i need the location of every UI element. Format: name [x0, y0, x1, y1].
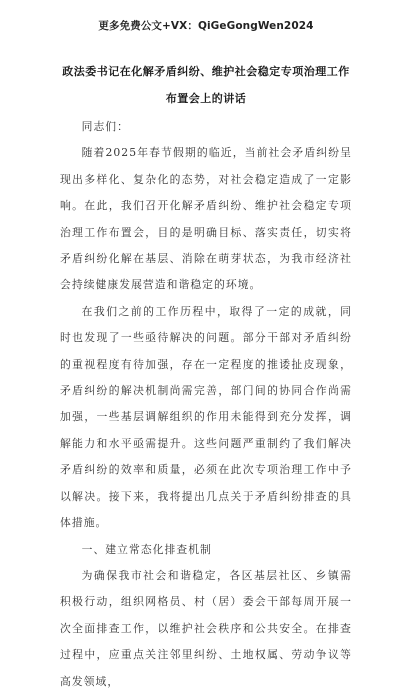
title-line-2: 布置会上的讲话: [165, 92, 247, 105]
section-paragraph: 为确保我市社会和谐稳定，各区基层社区、乡镇需积极行动，组织网格员、村（居）委会干部每周开展一次全面排查工作，以维护社会秩序和公共安全。在排查过程中，应重点关注邻里纠纷、土地权属、劳动争议等高发领域，: [60, 568, 352, 688]
paragraph-1: 随着2025年春节假期的临近，当前社会矛盾纠纷呈现出多样化、复杂化的态势，对社会稳定造成了一定影响。在此，我们召开化解矛盾纠纷、维护社会稳定专项治理工作布置会，目的是明确目标、落实责任，切实将矛盾纠纷化解在基层、消除在萌芽状态，为我市经济社会持续健康发展营造和谐稳定的环境。: [60, 146, 352, 292]
paragraph-2: 在我们之前的工作历程中，取得了一定的成就，同时也发现了一些亟待解决的问题。部分干部对矛盾纠纷的重视程度有待加强，存在一定程度的推诿扯皮现象，矛盾纠纷的解决机制尚需完善，部门间的协同合作尚需加强，一些基层调解组织的作用未能得到充分发挥，调解能力和水平亟需提升。这些问题严重制约了我们解决矛盾纠纷的效率和质量，必须在此次专项治理工作中予以解决。接下来，我将提出几点关于矛盾纠纷排查的具体措施。: [60, 304, 352, 530]
speech-body: [60, 114, 352, 695]
watermark-banner: 更多免费公文+VX：QiGeGongWen2024: [98, 20, 314, 32]
greeting: 同志们：: [81, 120, 129, 133]
title-line-1: 政法委书记在化解矛盾纠纷、维护社会稳定专项治理工作: [62, 65, 350, 78]
section-heading: 一、建立常态化排查机制: [81, 542, 212, 556]
speech-title: [60, 58, 352, 112]
